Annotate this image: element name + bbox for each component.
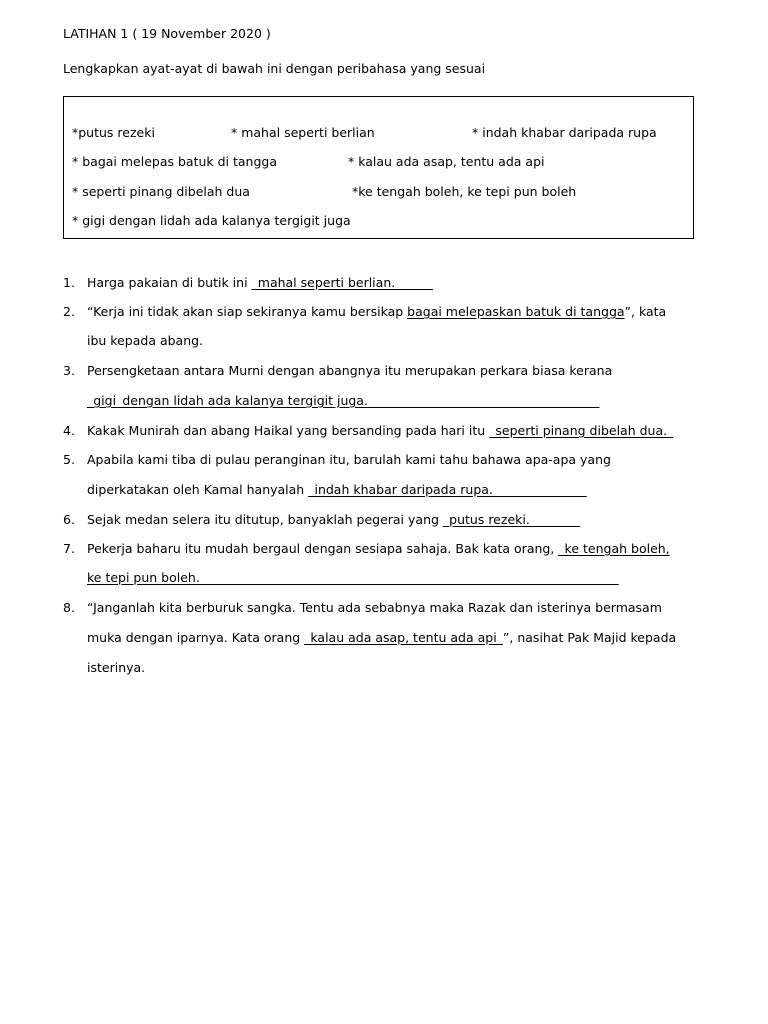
question-text: diperkatakan oleh Kamal hanyalah — [87, 482, 309, 497]
question-8: 8. “Janganlah kita berburuk sangka. Tentu ada sebabnya maka Razak dan isterinya bermasam — [63, 600, 662, 615]
question-3: 3. Persengketaan antara Murni dengan abangnya itu merupakan perkara biasa kerana — [63, 363, 613, 378]
question-6: 6. Sejak medan selera itu ditutup, banyaklah pegerai yang _putus rezeki.________ — [63, 512, 580, 527]
option-ke-tengah-boleh: *ke tengah boleh, ke tepi pun boleh — [352, 184, 577, 199]
question-7-answer-continued: ke tepi pun boleh.___________________________________________________________________ — [87, 570, 619, 585]
question-4: 4. Kakak Munirah dan abang Haikal yang bersanding pada hari itu _seperti pinang dibelah dua._ — [63, 423, 674, 438]
question-text: Persengketaan antara Murni dengan abangnya itu merupakan perkara biasa kerana — [87, 363, 613, 378]
answer-text: _ke tengah boleh, — [558, 541, 670, 556]
question-2-continued: ibu kepada abang. — [87, 333, 204, 348]
option-kalau-ada-asap: * kalau ada asap, tentu ada api — [348, 154, 545, 169]
question-7: 7. Pekerja baharu itu mudah bergaul dengan sesiapa sahaja. Bak kata orang, _ke tengah boleh, — [63, 541, 670, 556]
answer-text: _kalau ada asap, tentu ada api_ — [304, 630, 503, 645]
question-5-continued — [87, 482, 587, 497]
answer-text: bagai melepaskan batuk di tangga — [407, 304, 625, 319]
question-text: muka dengan iparnya. Kata orang — [87, 630, 305, 645]
proverb-options-box — [63, 96, 694, 239]
option-seperti-pinang: * seperti pinang dibelah dua — [72, 184, 250, 199]
question-5: 5. Apabila kami tiba di pulau peranginan itu, barulah kami tahu bahawa apa-apa yang — [63, 452, 611, 467]
question-8-final-line: isterinya. — [87, 660, 146, 675]
answer-text: _mahal seperti berlian.______ — [251, 275, 433, 290]
question-text: ”, nasihat Pak Majid kepada — [502, 630, 677, 645]
question-text: Harga pakaian di butik ini — [87, 275, 252, 290]
question-1: 1. Harga pakaian di butik ini _mahal seperti berlian.______ — [63, 275, 433, 290]
option-mahal-seperti-berlian: * mahal seperti berlian — [231, 125, 375, 140]
option-bagai-melepas-batuk: * bagai melepas batuk di tangga — [72, 154, 277, 169]
question-text: Kakak Munirah dan abang Haikal yang bersanding pada hari itu — [87, 423, 490, 438]
worksheet-title: LATIHAN 1 ( 19 November 2020 ) — [63, 26, 271, 41]
question-8-continued — [87, 630, 676, 645]
instruction-text: Lengkapkan ayat-ayat di bawah ini dengan peribahasa yang sesuai — [63, 61, 486, 76]
question-text: Pekerja baharu itu mudah bergaul dengan sesiapa sahaja. Bak kata orang, — [87, 541, 559, 556]
option-putus-rezeki: *putus rezeki — [72, 125, 155, 140]
question-text: “Janganlah kita berburuk sangka. Tentu ada sebabnya maka Razak dan isterinya bermasam — [87, 600, 662, 615]
question-2: 2. “Kerja ini tidak akan siap sekiranya kamu bersikap bagai melepaskan batuk di tangga”, kata — [63, 304, 667, 319]
answer-text: _putus rezeki.________ — [442, 512, 580, 527]
question-text: Apabila kami tiba di pulau peranginan itu, barulah kami tahu bahawa apa-apa yang — [87, 452, 611, 467]
answer-text: _seperti pinang dibelah dua._ — [489, 423, 674, 438]
question-text: ”, kata — [624, 304, 667, 319]
answer-text: _indah khabar daripada rupa._______________ — [308, 482, 587, 497]
option-gigi-dengan-lidah: * gigi dengan lidah ada kalanya tergigit juga — [72, 213, 351, 228]
option-indah-khabar: * indah khabar daripada rupa — [472, 125, 657, 140]
question-3-answer: _gigi_dengan lidah ada kalanya tergigit juga._____________________________________ — [87, 393, 600, 408]
question-text: Sejak medan selera itu ditutup, banyaklah pegerai yang — [87, 512, 443, 527]
question-text: “Kerja ini tidak akan siap sekiranya kamu bersikap — [87, 304, 408, 319]
